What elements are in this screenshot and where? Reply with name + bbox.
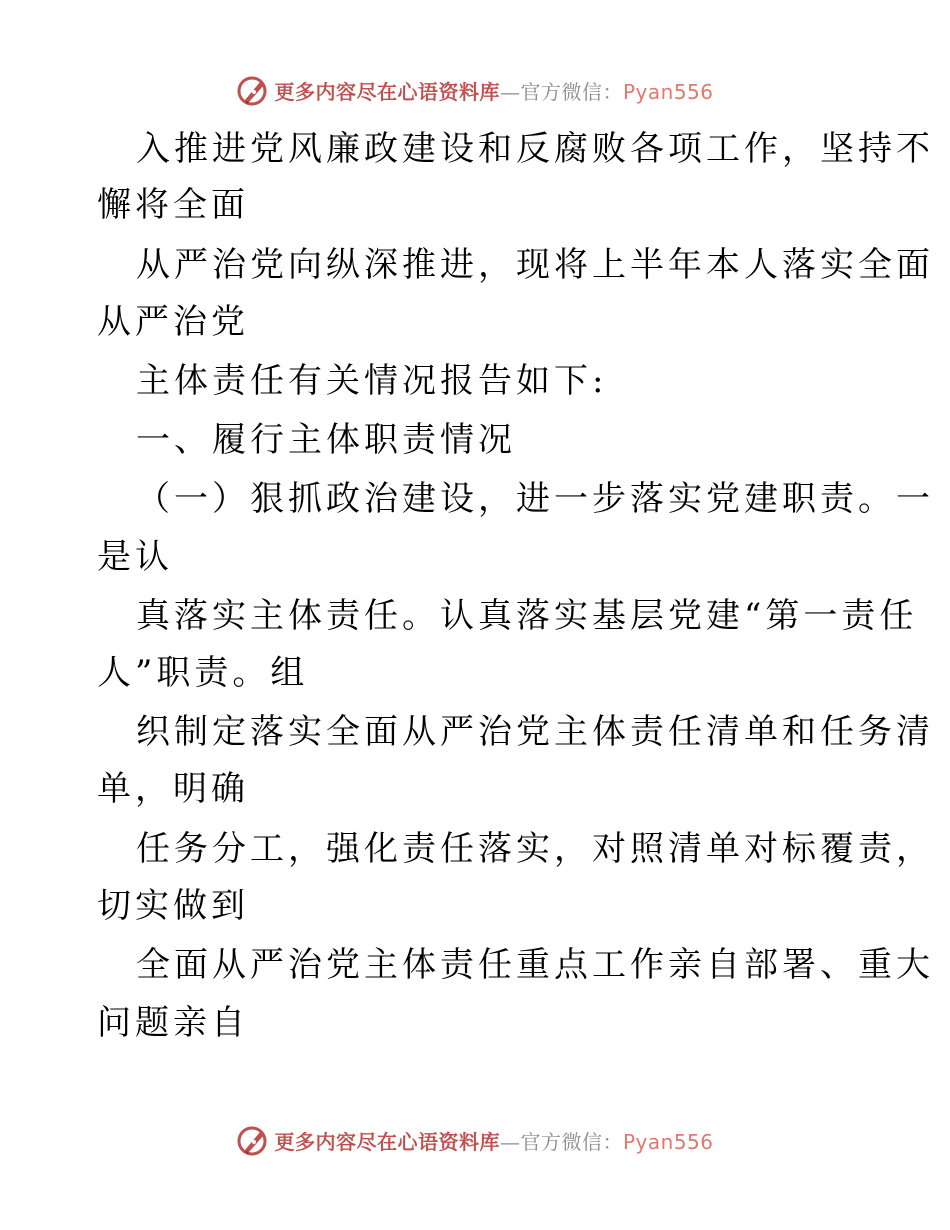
body-line-4: 从严治党 — [97, 302, 249, 342]
footer-dash: — — [499, 1129, 521, 1154]
header-banner-text — [274, 76, 713, 105]
header-wechat-id: Pyan556 — [622, 79, 714, 104]
body-line-8: 是认 — [97, 537, 173, 577]
body-line-12: 单，明确 — [97, 769, 249, 809]
body-line-3: 从严治党向纵深推进，现将上半年本人落实全面 — [136, 245, 934, 285]
body-line-1: 入推进党风廉政建设和反腐败各项工作，坚持不 — [136, 129, 934, 169]
body-line-5: 主体责任有关情况报告如下: — [136, 361, 608, 401]
body-line-2: 懈将全面 — [97, 185, 249, 225]
footer-site-text: 更多内容尽在心语资料库 — [274, 1129, 500, 1154]
header-dash: — — [499, 79, 521, 104]
footer-banner — [0, 1120, 950, 1160]
pen-logo-icon — [236, 73, 270, 107]
header-site-text: 更多内容尽在心语资料库 — [274, 79, 500, 104]
body-line-16: 问题亲自 — [97, 1003, 249, 1043]
footer-wechat-label: 官方微信： — [520, 1129, 623, 1154]
footer-wechat-id: Pyan556 — [622, 1129, 714, 1154]
body-line-9: 真落实主体责任。认真落实基层党建“第一责任 — [136, 596, 918, 636]
footer-banner-text — [274, 1126, 713, 1155]
body-line-11: 织制定落实全面从严治党主体责任清单和任务清 — [136, 712, 934, 752]
body-line-7: （一）狠抓政治建设，进一步落实党建职责。一 — [136, 479, 934, 519]
body-line-10: 人”职责。组 — [97, 653, 309, 693]
header-banner — [0, 70, 950, 110]
body-line-13: 任务分工，强化责任落实，对照清单对标覆责， — [136, 829, 934, 869]
body-line-15: 全面从严治党主体责任重点工作亲自部署、重大 — [136, 945, 934, 985]
body-line-14: 切实做到 — [97, 886, 249, 926]
pen-logo-icon — [236, 1123, 270, 1157]
header-wechat-label: 官方微信： — [520, 79, 623, 104]
section-heading: 一、履行主体职责情况 — [136, 420, 516, 460]
